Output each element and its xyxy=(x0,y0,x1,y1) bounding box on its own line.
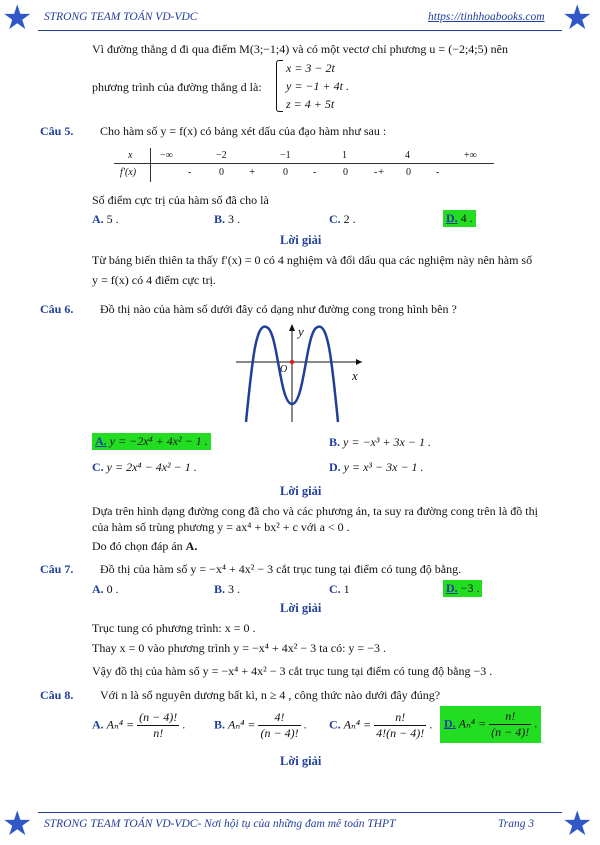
header-title: STRONG TEAM TOÁN VD-VDC xyxy=(44,11,198,23)
intro-line1: Vì đường thẳng d đi qua điểm M(3;−1;4) và có một vectơ chỉ phương u = (−2;4;5) nên xyxy=(92,42,508,56)
q8-text: Với n là số nguyên dương bất kì, n ≥ 4 , công thức nào dưới đây đúng? xyxy=(100,688,441,702)
q6-solution-line3: Do đó chọn đáp án A. xyxy=(92,539,198,553)
q7-solution-line3: Vậy đồ thị của hàm số y = −x⁴ + 4x² − 3 cắt trục tung tại điểm có tung độ bằng −3 . xyxy=(92,664,493,678)
table-sign: - xyxy=(313,167,317,178)
q6-option-d[interactable]: D. y = x³ − 3x − 1 . xyxy=(329,460,424,474)
table-zero: 0 xyxy=(343,167,348,178)
q8-solution-title: Lời giải xyxy=(280,754,322,768)
q6-text: Đồ thị nào của hàm số dưới đây có dạng như đường cong trong hình bên ? xyxy=(100,302,457,316)
q5-label: Câu 5. xyxy=(40,124,74,138)
y-axis-label: y xyxy=(298,324,304,339)
q5-solution-line1: Từ bảng biến thiên ta thấy f′(x) = 0 có 4 nghiệm và đổi dấu qua các nghiệm này nên hàm số xyxy=(92,253,533,267)
q7-label: Câu 7. xyxy=(40,562,74,576)
x-axis-label: x xyxy=(352,368,358,383)
table-sign: + xyxy=(249,166,256,178)
header-url[interactable]: https://tinhhoabooks.com xyxy=(428,11,545,23)
q8-option-b[interactable]: B. Aₙ⁴ = $\frac{4!}{(n - 4)!}$ . xyxy=(214,710,307,740)
q6-option-b[interactable]: B. y = −x³ + 3x − 1 . xyxy=(329,435,431,449)
footer-divider xyxy=(38,812,562,813)
star-icon: ★ xyxy=(562,806,593,843)
table-zero: 0 xyxy=(219,167,224,178)
q7-solution-title: Lời giải xyxy=(280,601,322,615)
table-fprime-label: f′(x) xyxy=(120,167,137,178)
q6-label: Câu 6. xyxy=(40,302,74,316)
table-sign: - xyxy=(374,167,378,178)
q5-solution-line2: y = f(x) có 4 điểm cực trị. xyxy=(92,273,216,287)
table-x-val: −1 xyxy=(280,150,291,161)
q7-option-a[interactable]: A. 0 . xyxy=(92,582,119,596)
table-x-val: 1 xyxy=(342,150,347,161)
table-x-val: −2 xyxy=(216,150,227,161)
x-axis-arrow xyxy=(356,359,362,365)
system-eq-2: y = −1 + 4t . xyxy=(286,79,349,93)
q6-solution-line1: Dựa trên hình dạng đường cong đã cho và các phương án, ta suy ra đường cong trên là đồ thị xyxy=(92,504,538,518)
table-sign: - xyxy=(188,167,192,178)
system-brace xyxy=(276,60,283,112)
q7-solution-line1: Trục tung có phương trình: x = 0 . xyxy=(92,621,256,635)
q6-option-a[interactable]: A. y = −2x⁴ + 4x² − 1 . xyxy=(92,433,211,450)
q5-solution-title: Lời giải xyxy=(280,233,322,247)
system-eq-3: z = 4 + 5t xyxy=(286,97,335,111)
q5-option-c[interactable]: C. 2 . xyxy=(329,212,356,226)
table-x-label: x xyxy=(128,150,133,161)
footer-text: STRONG TEAM TOÁN VD-VDC- Nơi hội tụ của những đam mê toán THPT xyxy=(44,818,396,830)
star-icon: ★ xyxy=(2,806,33,843)
table-sign: - xyxy=(436,167,440,178)
page-number: Trang 3 xyxy=(498,818,535,830)
table-x-val: 4 xyxy=(405,150,410,161)
q5-text: Cho hàm số y = f(x) có bảng xét dấu của đạo hàm như sau : xyxy=(100,124,387,138)
table-x-val: +∞ xyxy=(464,150,477,161)
y-axis-arrow xyxy=(289,324,295,331)
star-icon: ★ xyxy=(562,0,593,37)
q5-question: Số điểm cực trị của hàm số đã cho là xyxy=(92,193,269,207)
q5-option-b[interactable]: B. 3 . xyxy=(214,212,241,226)
system-eq-1: x = 3 − 2t xyxy=(286,61,335,75)
star-icon: ★ xyxy=(2,0,33,37)
table-sign: + xyxy=(378,166,385,178)
q8-option-a[interactable]: A. Aₙ⁴ = $\frac{(n - 4)!}{n!}$ . xyxy=(92,710,186,740)
table-zero: 0 xyxy=(283,167,288,178)
origin-dot xyxy=(290,360,294,364)
q7-option-d[interactable]: D. −3 . xyxy=(443,580,482,597)
q7-solution-line2: Thay x = 0 vào phương trình y = −x⁴ + 4x² − 3 ta có: y = −3 . xyxy=(92,641,386,655)
origin-label: O xyxy=(280,364,288,375)
q8-label: Câu 8. xyxy=(40,688,74,702)
q6-option-c[interactable]: C. y = 2x⁴ − 4x² − 1 . xyxy=(92,460,197,474)
q6-graph xyxy=(228,322,368,426)
q8-option-c[interactable]: C. Aₙ⁴ = $\frac{n!}{4!(n - 4)!}$ . xyxy=(329,710,433,740)
table-x-val: −∞ xyxy=(160,150,173,161)
q6-solution-title: Lời giải xyxy=(280,484,322,498)
table-zero: 0 xyxy=(406,167,411,178)
intro-line2: phương trình của đường thẳng d là: xyxy=(92,80,262,94)
q5-option-d[interactable]: D. 4 . xyxy=(443,210,476,227)
q7-text: Đồ thị của hàm số y = −x⁴ + 4x² − 3 cắt trục tung tại điểm có tung độ bằng. xyxy=(100,562,462,576)
header-divider xyxy=(38,30,562,31)
q7-option-c[interactable]: C. 1 xyxy=(329,582,350,596)
q7-option-b[interactable]: B. 3 . xyxy=(214,582,241,596)
q5-option-a[interactable]: A. 5 . xyxy=(92,212,119,226)
q6-solution-line2: của hàm số trùng phương y = ax⁴ + bx² + c với a < 0 . xyxy=(92,520,350,534)
q8-option-d[interactable]: D. Aₙ⁴ = $\frac{n!}{(n - 4)!}$ . xyxy=(440,706,541,743)
table-hline xyxy=(114,163,494,164)
table-vline xyxy=(150,148,151,182)
